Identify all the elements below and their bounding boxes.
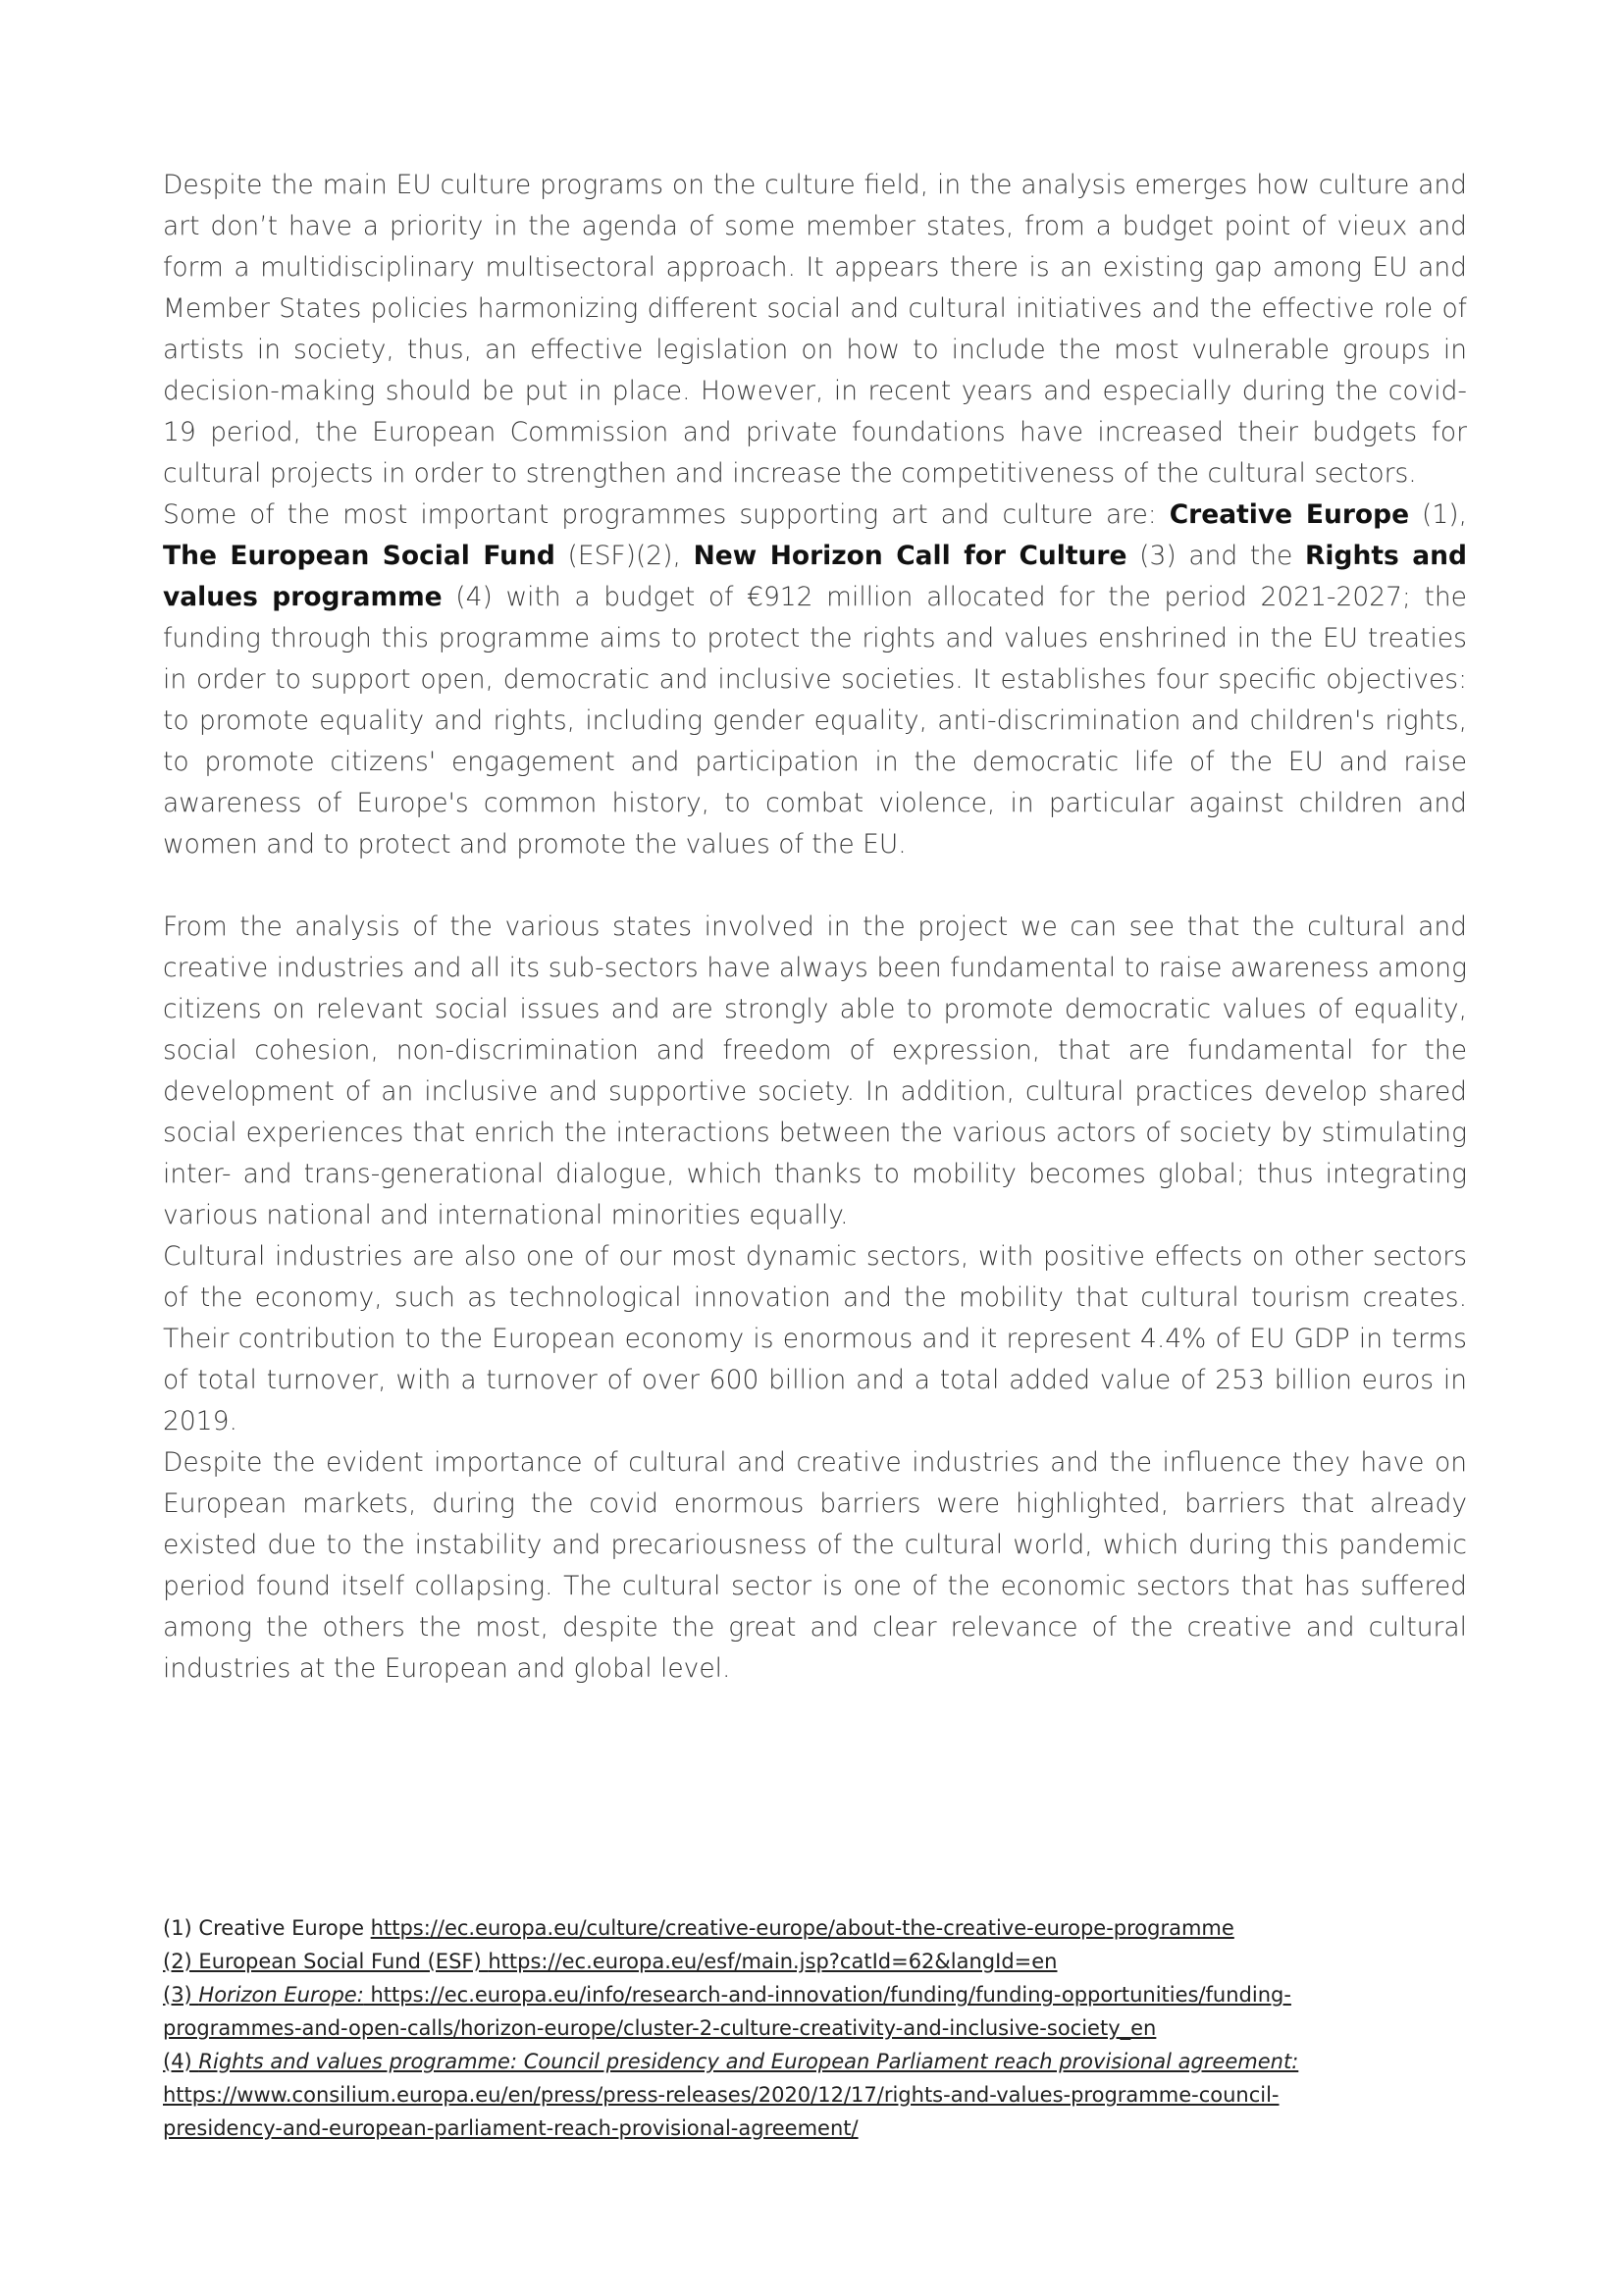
footnote-3-link-line2[interactable]: programmes-and-open-calls/horizon-europe/cluster-2-culture-creativity-and-inclusive-society_en <box>163 2016 1157 2040</box>
paragraph-gap-analysis: Despite the main EU culture programs on the culture field, in the analysis emerges how culture and art don’t have a priority in the agenda of some member states, from a budget point of vieux and form a multidisciplinary multisectoral approach. It appears there is an existing gap among EU and Member States policies harmonizing different social and cultural initiatives and the effective role of artists in society, thus, an effective legislation on how to include the most vulnerable groups in decision-making should be put in place. However, in recent years and especially during the covid-19 period, the European Commission and private foundations have increased their budgets for cultural projects in order to strengthen and increase the competitiveness of the cultural sectors. <box>163 170 1467 489</box>
paragraph-economy: Cultural industries are also one of our most dynamic sectors, with positive effects on other sectors of the economy, such as technological innovation and the mobility that cultural tourism creates. Their contribution to the European economy is enormous and it represent 4.4% of EU GDP in terms of total turnover, with a turnover of over 600 billion and a total added value of 253 billion euros in 2019. <box>163 1241 1467 1436</box>
programme-esf: The European Social Fund <box>163 541 555 571</box>
footnote-3-link-line1[interactable]: https://ec.europa.eu/info/research-and-innovation/funding/funding-opportunities/funding- <box>363 1983 1291 2007</box>
ref-1: (1), <box>1409 499 1468 530</box>
footnote-2 <box>163 1945 1389 1978</box>
programme-rights-values: Rights and values programme <box>163 541 1467 612</box>
footnote-2-link[interactable]: https://ec.europa.eu/esf/main.jsp?catId=62&langId=en <box>488 1950 1058 1973</box>
paragraph-covid-barriers: Despite the evident importance of cultural and creative industries and the influence they have on European markets, during the covid enormous barriers were highlighted, barriers that already existed due to the instability and precariousness of the cultural world, which during this pandemic period found itself collapsing. The cultural sector is one of the economic sectors that has suffered among the others the most, despite the great and clear relevance of the creative and cultural industries at the European and global level. <box>163 1447 1467 1684</box>
footnote-4-url-continued <box>163 2112 1389 2145</box>
ref-3: (3) and the <box>1126 541 1306 571</box>
footnote-4-link-line2[interactable]: presidency-and-european-parliament-reach-provisional-agreement/ <box>163 2116 859 2140</box>
footnote-3-continued <box>163 2011 1389 2045</box>
footnote-2-label: (2) European Social Fund (ESF) <box>163 1950 489 1973</box>
footnotes <box>163 1911 1389 2145</box>
body-text <box>163 165 1467 1690</box>
programmes-intro: Some of the most important programmes supporting art and culture are: <box>163 499 1170 530</box>
footnote-1-link[interactable]: https://ec.europa.eu/culture/creative-europe/about-the-creative-europe-programme <box>370 1916 1234 1940</box>
footnote-1-label: (1) Creative Europe <box>163 1916 371 1940</box>
footnote-4 <box>163 2045 1389 2078</box>
footnote-4-title: Rights and values programme: Council presidency and European Parliament reach provisional agreement: <box>198 2050 1299 2073</box>
footnote-4-num: (4) <box>163 2050 199 2073</box>
ref-2: (ESF)(2), <box>554 541 694 571</box>
footnote-3-num: (3) <box>163 1983 199 2007</box>
paragraph-cultural-industries-role: From the analysis of the various states involved in the project we can see that the cultural and creative industries and all its sub-sectors have always been fundamental to raise awareness among citizens on relevant social issues and are strongly able to promote democratic values of equality, social cohesion, non-discrimination and freedom of expression, that are fundamental for the development of an inclusive and supportive society. In addition, cultural practices develop shared social experiences that enrich the interactions between the various actors of society by stimulating inter- and trans-generational dialogue, which thanks to mobility becomes global; thus integrating various national and international minorities equally. <box>163 912 1467 1230</box>
programme-creative-europe: Creative Europe <box>1169 499 1410 530</box>
programmes-rest: (4) with a budget of €912 million allocated for the period 2021-2027; the funding through this programme aims to protect the rights and values enshrined in the EU treaties in order to support open, democratic and inclusive societies. It establishes four specific objectives: to promote equality and rights, including gender equality, anti-discrimination and children's rights, to promote citizens' engagement and participation in the democratic life of the EU and raise awareness of Europe's common history, to combat violence, in particular against children and women and to protect and promote the values of the EU. <box>163 582 1467 860</box>
footnote-1 <box>163 1911 1389 1945</box>
footnote-3-title: Horizon Europe: <box>198 1983 364 2007</box>
footnote-4-url <box>163 2078 1389 2112</box>
footnote-3 <box>163 1978 1389 2011</box>
paragraph-programmes <box>163 495 1467 865</box>
programme-new-horizon: New Horizon Call for Culture <box>693 541 1127 571</box>
footnote-4-link-line1[interactable]: https://www.consilium.europa.eu/en/press/press-releases/2020/12/17/rights-and-values-programme-council- <box>163 2083 1280 2107</box>
